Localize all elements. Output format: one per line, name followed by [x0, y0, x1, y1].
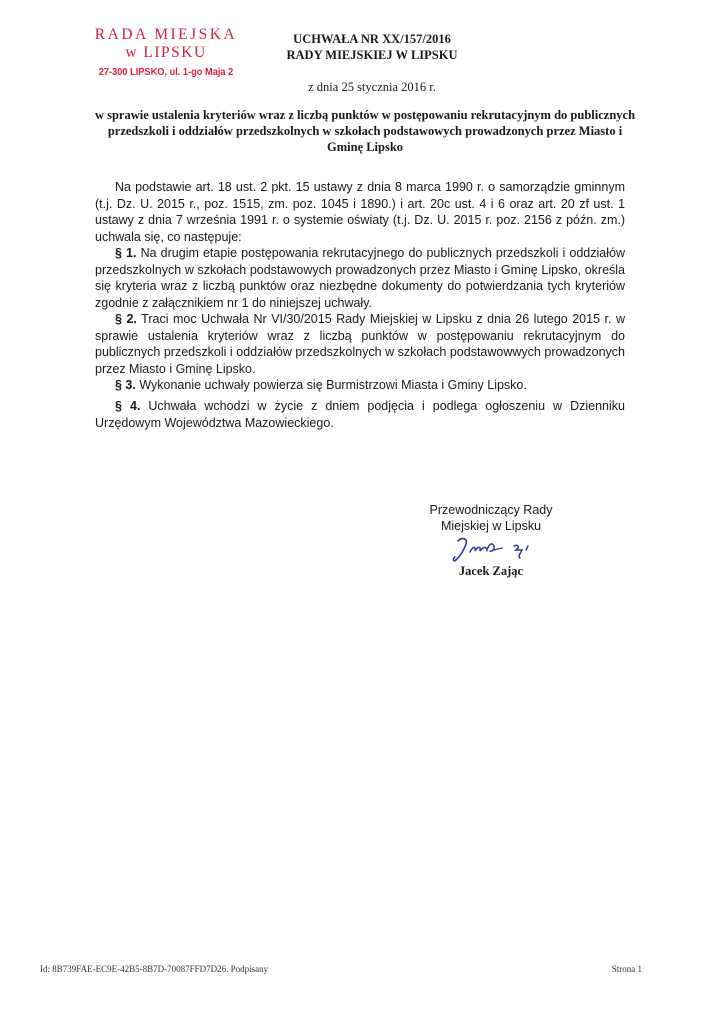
section-3-mark: § 3. — [115, 378, 136, 392]
resolution-date: z dnia 25 stycznia 2016 r. — [308, 80, 436, 94]
resolution-issuer: RADY MIEJSKIEJ W LIPSKU — [286, 48, 458, 62]
signatory-role — [416, 502, 566, 534]
signatory-role-line1: Przewodniczący Rady — [429, 503, 553, 517]
resolution-title — [262, 31, 482, 63]
council-stamp — [78, 26, 254, 80]
section-1-mark: § 1. — [115, 246, 137, 260]
resolution-number: UCHWAŁA NR XX/157/2016 — [293, 32, 451, 46]
section-1-paragraph — [95, 245, 625, 311]
page-number: Strona 1 — [611, 964, 642, 974]
section-4-paragraph — [95, 398, 625, 431]
stamp-address: 27-300 LIPSKO, ul. 1-go Maja 2 — [98, 66, 234, 78]
section-2-text: Traci moc Uchwała Nr VI/30/2015 Rady Miejskiej w Lipsku z dnia 26 lutego 2015 r. w sprawie ustalenia kryteriów wraz z liczbą punktów w postępowaniu rekrutacyjnym do publicznych przedszkoli i oddziałów przedszkolnych w szkołach podstawowwych prowadzonych przez Miasto i Gminę Lipsko. — [95, 312, 625, 376]
handwritten-signature — [448, 532, 546, 564]
signatory-name: Jacek Zając — [458, 564, 524, 578]
section-2-paragraph — [95, 311, 625, 377]
section-3-paragraph — [95, 377, 625, 394]
stamp-council-name: RADA MIEJSKA — [94, 26, 238, 43]
resolution-subject: w sprawie ustalenia kryteriów wraz z liczbą punktów w postępowaniu rekrutacyjnym do publicznych przedszkoli i oddziałów przedszkolnych w szkołach podstawowych prowadzonych przez Miasto i Gminę Lipsko — [94, 108, 636, 154]
signatory-role-line2: Miejskiej w Lipsku — [440, 519, 542, 533]
section-4-mark: § 4. — [115, 399, 141, 413]
section-1-text: Na drugim etapie postępowania rekrutacyjnego do publicznych przedszkoli i oddziałów przedszkolnych w szkołach podstawowych prowadzonych przez Miasto i Gminę Lipsko, określa się kryteria wraz z liczbą punktów oraz niezbędne dokumenty do potwierdzania tych kryteriów zgodnie z załącznikiem nr 1 do niniejszej uchwały. — [95, 246, 625, 310]
section-3-text: Wykonanie uchwały powierza się Burmistrzowi Miasta i Gminy Lipsko. — [139, 378, 527, 392]
section-2-mark: § 2. — [115, 312, 137, 326]
stamp-council-city: w LIPSKU — [125, 44, 207, 61]
section-4-text: Uchwała wchodzi w życie z dniem podjęcia i podlega ogłoszeniu w Dzienniku Urzędowym Województwa Mazowieckiego. — [95, 399, 625, 430]
document-id: Id: 8B739FAE-EC9E-42B5-8B7D-70087FFD7D26. Podpisany — [40, 964, 269, 974]
preamble-paragraph: Na podstawie art. 18 ust. 2 pkt. 15 ustawy z dnia 8 marca 1990 r. o samorządzie gminnym (t.j. Dz. U. 2015 r., poz. 1515, zm. poz. 1045 i 1890.) i art. 20c ust. 4 i 6 oraz art. 20 zf ust. 1 ustawy z dnia 7 września 1991 r. o systemie oświaty (t.j. Dz. U. 2015 r. poz. 2156 z późn. zm.) uchwala się, co następuje: — [95, 180, 625, 244]
